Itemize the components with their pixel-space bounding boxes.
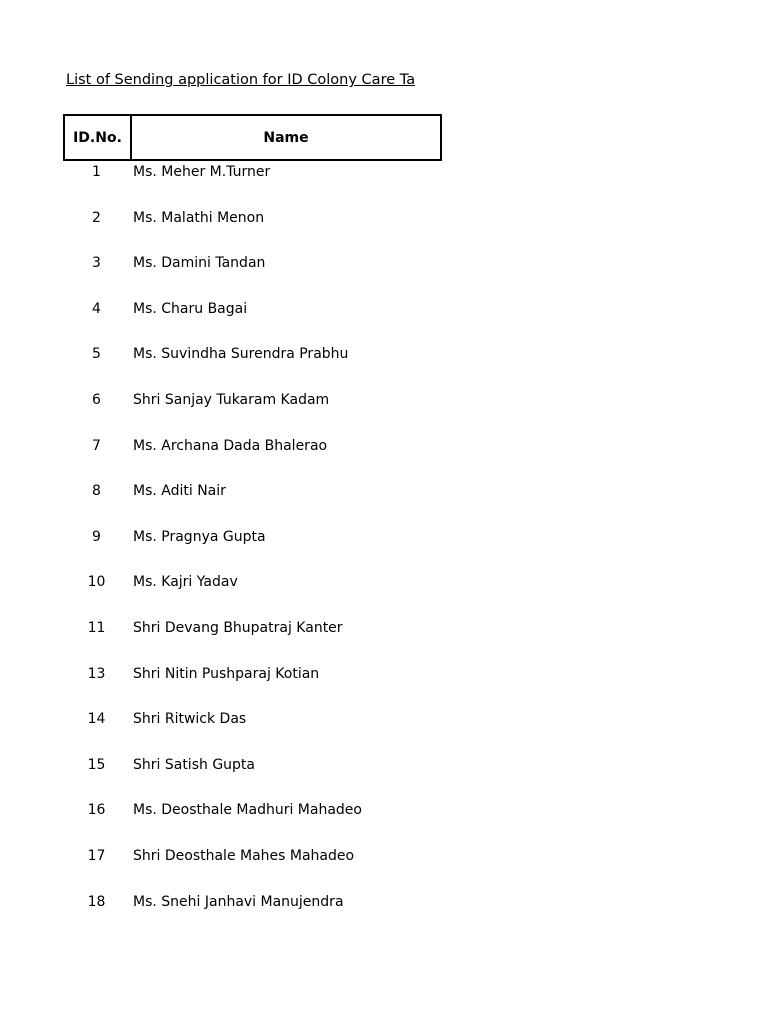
id-cell: 3 <box>92 255 101 272</box>
name-cell: Ms. Pragnya Gupta <box>133 528 266 545</box>
id-cell: 2 <box>92 209 101 226</box>
name-cell: Ms. Charu Bagai <box>133 300 248 317</box>
name-cell: Ms. Suvindha Surendra Prabhu <box>133 346 349 363</box>
id-cell: 15 <box>87 756 106 773</box>
table-row <box>63 343 442 389</box>
document-title: List of Sending application for ID Colony Care Ta <box>66 72 416 88</box>
name-cell: Ms. Meher M.Turner <box>133 164 271 180</box>
table-row <box>63 754 442 800</box>
table-row <box>63 708 442 754</box>
id-cell: 4 <box>92 300 101 317</box>
table-body <box>63 161 442 936</box>
table-header <box>63 114 442 161</box>
name-cell: Shri Satish Gupta <box>133 756 255 773</box>
name-cell: Ms. Aditi Nair <box>133 483 226 500</box>
id-cell: 1 <box>92 164 101 180</box>
id-cell: 13 <box>87 665 106 682</box>
id-cell: 5 <box>92 346 101 363</box>
table-row <box>63 571 442 617</box>
id-cell: 11 <box>87 619 106 636</box>
name-cell: Shri Devang Bhupatraj Kanter <box>133 619 343 636</box>
table-row <box>63 663 442 709</box>
id-cell: 16 <box>87 802 106 819</box>
id-cell: 10 <box>87 574 106 591</box>
name-cell: Ms. Snehi Janhavi Manujendra <box>133 893 344 910</box>
name-cell: Shri Deosthale Mahes Mahadeo <box>133 847 355 864</box>
column-header-id: ID.No. <box>65 116 132 159</box>
table-row <box>63 617 442 663</box>
table-row <box>63 526 442 572</box>
table-row <box>63 799 442 845</box>
table-row <box>63 435 442 481</box>
table-row <box>63 845 442 891</box>
name-cell: Ms. Deosthale Madhuri Mahadeo <box>133 802 362 819</box>
id-cell: 14 <box>87 711 106 728</box>
table-row <box>63 389 442 435</box>
table-row <box>63 207 442 253</box>
id-cell: 8 <box>92 483 101 500</box>
name-cell: Ms. Damini Tandan <box>133 255 266 272</box>
table-row <box>63 252 442 298</box>
table-row <box>63 298 442 344</box>
id-cell: 7 <box>92 437 101 454</box>
column-header-name: Name <box>263 129 309 146</box>
name-cell: Shri Ritwick Das <box>133 711 247 728</box>
name-cell: Ms. Kajri Yadav <box>133 574 238 591</box>
name-cell: Ms. Archana Dada Bhalerao <box>133 437 328 454</box>
table-row <box>63 891 442 937</box>
table-row <box>63 161 442 207</box>
name-cell: Ms. Malathi Menon <box>133 209 265 226</box>
id-cell: 9 <box>92 528 101 545</box>
name-cell: Shri Nitin Pushparaj Kotian <box>133 665 320 682</box>
table-row <box>63 480 442 526</box>
id-cell: 17 <box>87 847 106 864</box>
id-cell: 18 <box>87 893 106 910</box>
name-cell: Shri Sanjay Tukaram Kadam <box>133 391 330 408</box>
id-cell: 6 <box>92 391 101 408</box>
